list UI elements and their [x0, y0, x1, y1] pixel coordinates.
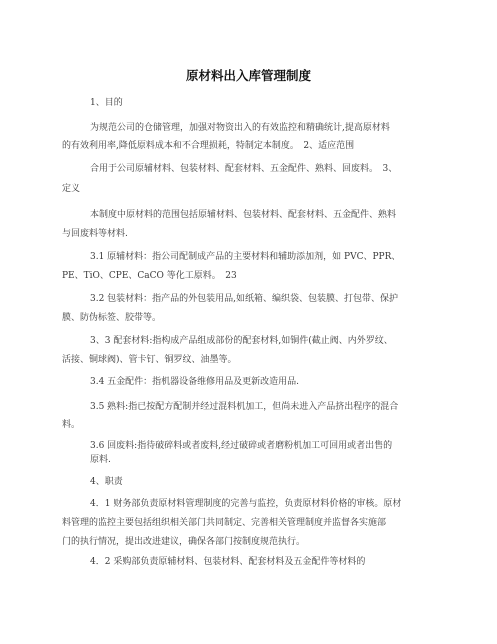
paragraph-line: PE、TiO、CPE、CaCO 等化工原料。 23 [62, 271, 237, 281]
paragraph-line: 4．1 财务部负责原材料管理制度的完善与监控，负责原材料价格的审核。原材 [90, 499, 402, 509]
paragraph-line: 3.5 熟料:指已按配方配制并经过混料机加工，但尚未进入产品挤出程序的混合 [90, 402, 399, 412]
paragraph-line: 门的执行情况，提出改进建议，确保各部门按制度规范执行。 [62, 537, 306, 547]
paragraph-line: 活接、铜球阀)、管卡钉、铜罗纹、油墨等。 [62, 355, 237, 365]
paragraph-line: 料。 [62, 420, 81, 430]
section-heading: 4、职责 [90, 477, 123, 487]
paragraph-line: 为规范公司的仓储管理，加强对物资出入的有效监控和精确统计,提高原材料 [90, 123, 390, 133]
paragraph-line: 合用于公司原辅材料、包装材料、配套材料、五金配件、熟料、回废料。 3、 [90, 164, 398, 174]
paragraph-line: 3.2 包装材料：指产品的外包装用品,如纸箱、编织袋、包装膜、打包带、保护 [90, 294, 399, 304]
paragraph-line: 3.1 原辅材料：指公司配制成产品的主要材料和辅助添加剂，如 PVC、PPR、 [90, 252, 401, 262]
paragraph-line: 3.6 回废料:指待破碎料或者废料,经过破碎或者磨粉机加工可回用或者出售的 [90, 441, 393, 451]
document-title: 原材料出入库管理制度 [185, 68, 311, 83]
paragraph-line: 膜、防伪标签、胶带等。 [62, 313, 162, 323]
paragraph-line: 4．2 采购部负责原辅材料、包装材料、配套材料及五金配件等材料的 [90, 557, 366, 567]
paragraph-line: 原料. [90, 455, 111, 465]
paragraph-line: 料管理的监控主要包括组织相关部门共同制定、完善相关管理制度并监督各实施部 [62, 518, 387, 528]
section-heading: 1、目的 [90, 98, 123, 108]
paragraph-line: 与回废料等材料. [62, 229, 128, 239]
paragraph-line: 3.4 五金配件：指机器设备维修用品及更新改造用品. [90, 377, 300, 387]
paragraph-line: 定义 [62, 184, 81, 194]
paragraph-line: 本制度中原材料的范围包括原辅材料、包装材料、配套材料、五金配件、熟料 [90, 210, 397, 220]
paragraph-line: 的有效利用率,降低原料成本和不合理损耗，特制定本制度。 2、适应范围 [62, 141, 355, 151]
paragraph-line: 3、3 配套材料:指构成产品组成部份的配套材料,如铜件(截止阀、内外罗纹、 [90, 336, 393, 346]
